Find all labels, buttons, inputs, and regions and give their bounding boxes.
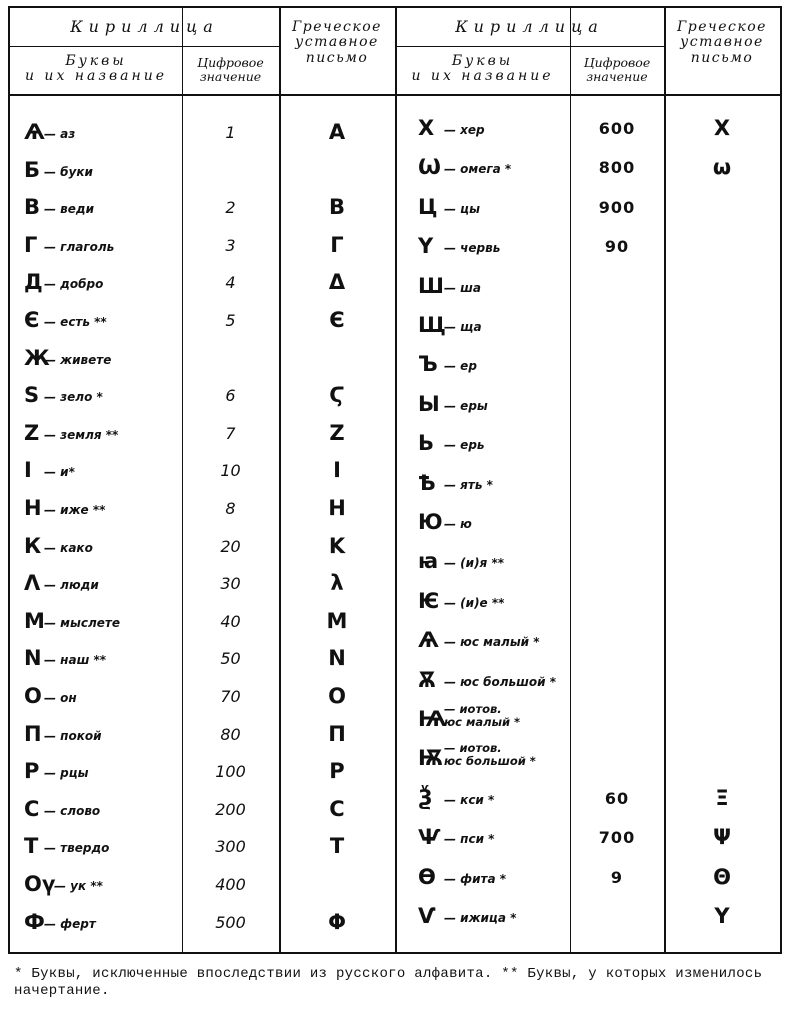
letter-glyph: Ѧ (24, 120, 45, 144)
letter-name: — кси * (444, 792, 495, 807)
divider (10, 46, 279, 47)
numeric-value: 400 (215, 875, 246, 894)
letter-name: — наш ** (44, 653, 107, 668)
greek-glyph: Є (329, 308, 345, 332)
letter-glyph: Ѥ (418, 588, 440, 613)
letter-glyph: Ζ (24, 420, 40, 445)
numeric-value: 20 (220, 536, 241, 556)
greek-glyph: Α (328, 120, 346, 144)
letter-name: — буки (44, 164, 93, 179)
letter-name: — (и)я ** (444, 556, 504, 571)
letter-name: — (и)е ** (444, 595, 505, 610)
letter-glyph: Ю (418, 510, 443, 534)
letter-glyph: Х (418, 116, 435, 140)
letter-glyph: Ѡ (418, 155, 441, 180)
letter-glyph: Ρ (24, 759, 40, 784)
numeric-value: 8 (225, 499, 236, 518)
letter-glyph: В (24, 195, 41, 220)
greek-glyph: Ν (328, 646, 346, 671)
letter-name: — слово (44, 803, 101, 818)
greek-glyph: Τ (329, 834, 345, 859)
numeric-value: 200 (215, 799, 246, 819)
divider (395, 46, 664, 47)
letter-glyph: Ш (418, 273, 444, 298)
numeric-value: 3 (225, 235, 236, 255)
greek-glyph: Δ (328, 270, 346, 295)
letter-glyph: Ѕ (24, 383, 40, 408)
letter-glyph: ꙗ (418, 549, 439, 574)
numeric-value: 9 (610, 867, 624, 887)
letter-glyph: О (24, 684, 42, 708)
numeric-value: 80 (220, 724, 241, 744)
greek-glyph: Ξ (715, 785, 729, 810)
greek-glyph: Ζ (329, 420, 345, 445)
letter-glyph: Ѱ (418, 825, 441, 850)
letter-glyph: Т (24, 834, 39, 859)
letter-name: — ер (444, 359, 477, 374)
greek-glyph: Μ (326, 608, 348, 633)
numeric-value: 30 (220, 574, 241, 594)
greek-glyph: Π (328, 721, 346, 746)
letter-name: — есть ** (44, 315, 107, 329)
letter-name: — еры (444, 398, 488, 413)
greek-glyph: Υ (714, 904, 730, 928)
numeric-value: 500 (215, 912, 246, 932)
letter-glyph: П (24, 721, 42, 746)
letter-name-line: юс малый * (444, 715, 521, 729)
numeric-value: 5 (225, 311, 236, 330)
numeric-value: 6 (225, 386, 236, 406)
letter-glyph: М (24, 608, 45, 633)
letter-name-line: — иотов. (444, 702, 502, 716)
alphabet-table (8, 6, 782, 954)
numeric-value: 70 (220, 687, 241, 706)
letter-name: — веди (44, 202, 95, 217)
letter-glyph: Ѣ (418, 470, 436, 495)
letter-glyph: Б (24, 157, 41, 182)
letter-glyph: Ү (418, 234, 434, 259)
greek-glyph: λ (330, 571, 344, 596)
letter-name: — и* (44, 465, 75, 480)
greek-glyph: Φ (328, 909, 346, 934)
greek-glyph: Χ (713, 116, 731, 140)
letter-glyph: Ц (418, 194, 438, 219)
letter-name-line: — иотов. (444, 741, 502, 756)
letter-name: — мыслете (44, 615, 120, 630)
numeric-value: 300 (215, 837, 246, 857)
divider (395, 8, 397, 952)
numeric-value: 800 (598, 158, 636, 178)
numeric-value: 40 (220, 611, 241, 631)
letter-glyph: С (24, 796, 40, 821)
greek-glyph: Ο (328, 684, 346, 708)
letter-name: — глаголь (44, 239, 115, 254)
letter-name: — ю (444, 517, 472, 531)
letter-name: — живете (44, 352, 112, 367)
letter-name: — ижица * (444, 911, 517, 925)
greek-glyph: Θ (713, 864, 731, 889)
greek-glyph: Κ (328, 533, 346, 558)
letter-glyph: К (24, 533, 42, 558)
letter-name: — ферт (44, 916, 96, 931)
letter-name: — ук ** (54, 879, 103, 893)
letter-name (444, 703, 520, 729)
letter-glyph: Н (24, 496, 42, 520)
letter-name: — рцы (44, 766, 89, 781)
letter-name: — земля ** (44, 427, 119, 442)
letter-name: — добро (44, 277, 104, 292)
numeric-value: 1 (225, 123, 236, 142)
letter-name: — юс большой * (444, 674, 556, 689)
letter-name: — фита * (444, 871, 506, 886)
letter-glyph: Оү (24, 872, 56, 896)
numeric-value: 10 (220, 461, 241, 481)
header-numeric-left: Цифровое значение (197, 55, 264, 84)
letter-name: — ять * (444, 477, 493, 492)
letter-glyph: N (24, 646, 42, 671)
letter-glyph: Д (24, 270, 43, 295)
greek-glyph: Β (328, 195, 345, 220)
letter-glyph: Ъ (418, 352, 438, 377)
letter-name: — цы (444, 201, 480, 216)
greek-glyph: Ρ (329, 759, 345, 784)
letter-name: — ерь (444, 438, 485, 453)
numeric-value: 700 (598, 828, 636, 848)
letter-name: — омега * (444, 162, 512, 177)
divider (570, 8, 571, 952)
greek-glyph: Γ (330, 232, 344, 257)
letter-name: — како (44, 540, 93, 555)
divider (10, 94, 780, 96)
greek-glyph: Ϛ (329, 383, 345, 408)
letter-glyph: Щ (418, 313, 446, 337)
letter-name: — хер (444, 123, 485, 137)
divider (664, 8, 666, 952)
letter-glyph: Ь (418, 431, 435, 456)
letter-glyph: Є (24, 308, 40, 332)
numeric-value: 2 (225, 198, 236, 218)
greek-glyph: ω (712, 155, 732, 180)
letter-name-line: юс большой * (444, 754, 536, 769)
letter-name: — покой (44, 728, 102, 743)
letter-glyph: Λ (24, 571, 41, 596)
numeric-value: 90 (604, 237, 630, 257)
numeric-value: 4 (225, 273, 236, 293)
letter-glyph: Ж (24, 345, 50, 370)
numeric-value: 600 (598, 119, 636, 138)
letter-glyph: Ѳ (418, 864, 436, 889)
letter-glyph: Ф (24, 909, 45, 934)
letter-glyph: Ѫ (418, 667, 436, 692)
letter-name: — ша (444, 280, 482, 295)
header-greek-left: Греческое уставное письмо (292, 19, 382, 66)
numeric-value: 60 (604, 788, 630, 808)
letter-name: — иже ** (44, 503, 106, 517)
letter-glyph: Ѧ (418, 628, 439, 653)
greek-glyph: Ι (333, 458, 341, 483)
greek-glyph: C (329, 796, 345, 821)
letter-name: — он (44, 691, 77, 705)
letter-glyph: Ѵ (418, 904, 436, 928)
letter-name: — люди (44, 578, 99, 593)
greek-glyph: Ψ (713, 825, 731, 850)
letter-glyph: Ѩ (418, 707, 447, 731)
letter-name: — пси * (444, 832, 495, 847)
numeric-value: 100 (215, 762, 246, 782)
letter-name (444, 742, 536, 768)
header-cyrillic-right: Кириллица (455, 17, 604, 36)
header-numeric-right: Цифровое значение (583, 55, 651, 84)
letter-glyph: Ѭ (418, 746, 444, 771)
letter-glyph: Г (24, 232, 38, 257)
letter-name: — твердо (44, 841, 110, 856)
letter-glyph: Ы (418, 391, 440, 416)
letter-name: — червь (444, 241, 501, 256)
header-cyrillic-left: Кириллица (70, 17, 219, 36)
header-letters-left: Буквы и их название (24, 53, 168, 85)
numeric-value: 50 (220, 649, 241, 669)
greek-glyph: Η (328, 496, 346, 520)
letter-glyph: І (24, 458, 32, 483)
letter-glyph: Ѯ (418, 785, 433, 810)
letter-name: — аз (44, 127, 76, 141)
numeric-value: 7 (225, 423, 236, 443)
header-letters-right: Буквы и их название (411, 53, 554, 85)
header-greek-right: Греческое уставное письмо (677, 19, 767, 66)
numeric-value: 900 (598, 197, 636, 217)
letter-name: — зело * (44, 390, 103, 405)
letter-name: — ща (444, 320, 482, 334)
letter-name: — юс малый * (444, 635, 540, 650)
footnote: * Буквы, исключенные впоследствии из русского алфавита. ** Буквы, у которых изменилось начертание. (14, 966, 763, 999)
